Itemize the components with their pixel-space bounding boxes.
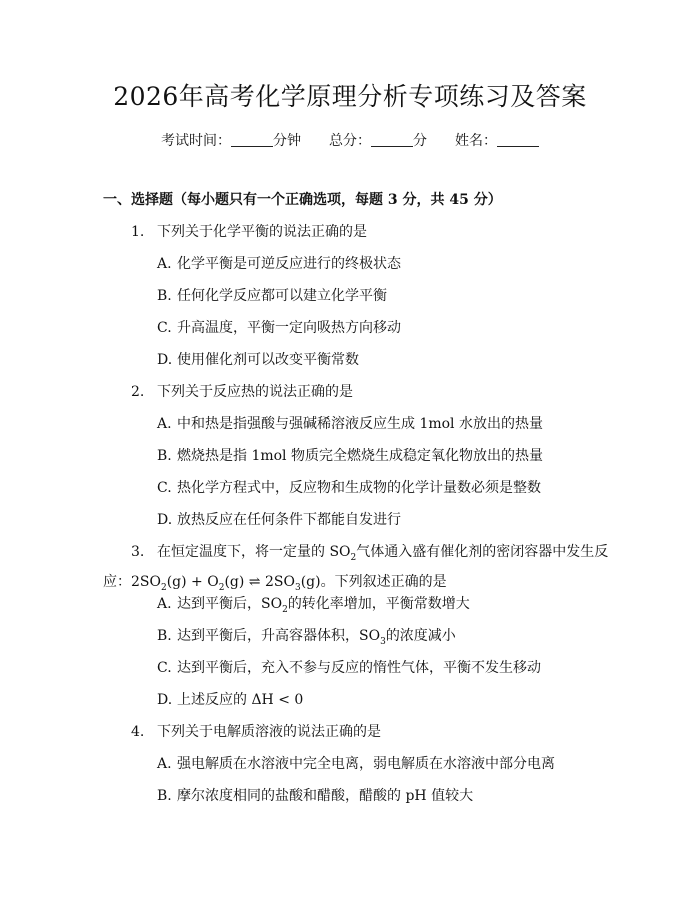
option-label: B. (157, 628, 172, 644)
option-label: C. (157, 480, 172, 496)
question-stem (131, 382, 353, 402)
time-unit: 分钟 (273, 133, 301, 149)
option-text: 达到平衡后，升高容器体积，SO (177, 628, 381, 644)
score-label: 总分： (329, 133, 371, 149)
option (157, 690, 303, 710)
option-label: A. (157, 416, 172, 432)
option (157, 286, 387, 306)
question-text: 下列关于电解质溶液的说法正确的是 (157, 724, 381, 740)
option (157, 446, 543, 466)
equation-text: (g) ⇌ 2SO (224, 573, 295, 590)
question-number: 1. (131, 224, 145, 240)
option-text: 使用催化剂可以改变平衡常数 (177, 352, 359, 368)
option-label: A. (157, 756, 172, 772)
option (157, 754, 555, 774)
score-blank (371, 132, 413, 147)
option-text: 任何化学反应都可以建立化学平衡 (177, 288, 387, 304)
question-text: 气体通入盛有催化剂的密闭容器中发生反 (356, 544, 609, 560)
option-text: 上述反应的 ΔH < 0 (177, 692, 304, 708)
name-blank (497, 132, 539, 147)
option (157, 510, 401, 530)
question-stem (131, 722, 381, 742)
page-title: 2026年高考化学原理分析专项练习及答案 (113, 82, 587, 111)
question-stem (103, 540, 623, 600)
question-number: 3. (131, 544, 145, 560)
time-blank (231, 132, 273, 147)
exam-info-line (0, 131, 700, 151)
option-text: 的浓度减小 (385, 628, 456, 644)
subscript: 3 (380, 636, 386, 647)
option-text: 放热反应在任何条件下都能自发进行 (177, 512, 401, 528)
equation-text: 应：2SO (103, 573, 161, 590)
option-label: A. (157, 596, 172, 612)
time-label: 考试时间： (161, 133, 231, 149)
option (157, 414, 543, 434)
option-text: 的转化率增加，平衡常数增大 (287, 596, 470, 612)
subscript: 2 (160, 582, 167, 593)
subscript: 2 (218, 582, 225, 593)
option (157, 254, 401, 274)
option-label: B. (157, 288, 172, 304)
question-text: 在恒定温度下，将一定量的 SO (157, 544, 351, 560)
option-label: C. (157, 660, 172, 676)
option-text: 强电解质在水溶液中完全电离，弱电解质在水溶液中部分电离 (177, 756, 555, 772)
name-label: 姓名： (455, 133, 497, 149)
option-label: D. (157, 692, 173, 708)
option (157, 786, 473, 806)
subscript: 2 (282, 604, 288, 615)
option-label: D. (157, 512, 173, 528)
option (157, 350, 359, 370)
option-text: 升高温度，平衡一定向吸热方向移动 (177, 320, 401, 336)
option (157, 658, 541, 678)
subscript: 3 (294, 582, 301, 593)
question-text: 下列关于反应热的说法正确的是 (157, 384, 353, 400)
option (157, 478, 541, 498)
option (157, 594, 470, 620)
question-stem (131, 222, 367, 242)
option-label: B. (157, 788, 172, 804)
option-text: 化学平衡是可逆反应进行的终极状态 (177, 256, 401, 272)
score-unit: 分 (413, 133, 427, 149)
option-text: 摩尔浓度相同的盐酸和醋酸，醋酸的 pH 值较大 (177, 788, 474, 804)
option-text: 热化学方程式中，反应物和生成物的化学计量数必须是整数 (177, 480, 541, 496)
option-text: 中和热是指强酸与强碱稀溶液反应生成 1mol 水放出的热量 (177, 416, 543, 432)
equation-text: (g) + O (166, 573, 219, 590)
question-text: 下列关于化学平衡的说法正确的是 (157, 224, 367, 240)
option (157, 318, 401, 338)
question-number: 4. (131, 724, 145, 740)
option-text: 达到平衡后，充入不参与反应的惰性气体，平衡不发生移动 (177, 660, 541, 676)
option-label: A. (157, 256, 172, 272)
option-label: D. (157, 352, 173, 368)
question-text: (g)。下列叙述正确的是 (300, 573, 447, 590)
option (157, 626, 456, 652)
question-number: 2. (131, 384, 145, 400)
option-text: 达到平衡后，SO (177, 596, 283, 612)
section-heading: 一、选择题（每小题只有一个正确选项，每题 3 分，共 45 分） (103, 192, 502, 208)
option-label: C. (157, 320, 172, 336)
subscript: 2 (350, 552, 357, 563)
option-label: B. (157, 448, 172, 464)
option-text: 燃烧热是指 1mol 物质完全燃烧生成稳定氧化物放出的热量 (177, 448, 543, 464)
